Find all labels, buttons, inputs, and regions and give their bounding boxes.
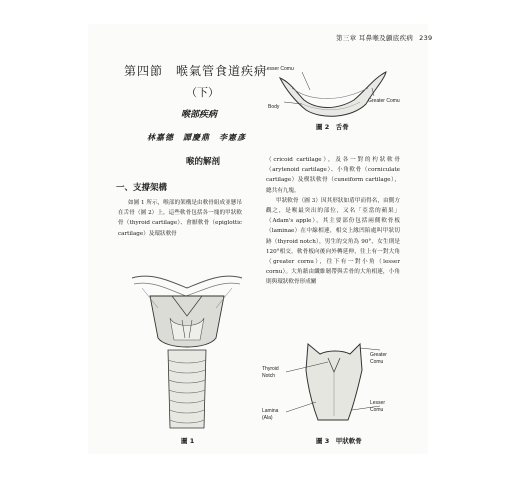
label-greater-cornu: Comu (370, 359, 384, 365)
label-notch: Notch (262, 373, 276, 379)
figure-1-caption: 圖 1 (181, 437, 195, 445)
page-number: 239 (419, 34, 433, 42)
figure-3-caption: 圖 3 甲狀軟骨 (316, 437, 362, 445)
label-thyroid: Thyroid (262, 366, 279, 372)
label-ala: (Ala) (262, 415, 273, 421)
figure-2-caption: 圖 2 舌骨 (316, 123, 349, 131)
right-column-text (266, 155, 400, 288)
label-body: Body (268, 104, 280, 110)
paragraph: （cricoid cartilage），及各一對的杓狀軟骨（arytenoid cartilage）、小角軟骨（corniculate cartilage）及楔狀軟骨（cuneiform cartilage），總共有九塊。 (266, 157, 400, 194)
label-lesser: Lesser (370, 400, 386, 406)
page-header (336, 33, 432, 42)
figure-1-larynx (112, 268, 262, 433)
section-title: 第四節 喉氣管食道疾病 (124, 64, 268, 78)
label-lesser-cornu: Lesser Comu (264, 66, 294, 72)
section-subtitle: （下） (186, 86, 219, 99)
paragraph: 甲狀軟骨（圖 3）因其形狀如盾甲而得名，由側方觀之，是喉最突出的部位，又名「亞當的蘋果」（Adam's apple），其主要部份包括兩側軟骨板（laminae）在中線相連，相交上緣凹陷處叫甲狀切跡（thyroid notch），男生的交角為 90°，女生則是 120°相交。軟骨板向後向外轉延伸，往上有一對大角（greater cornu），往下有一對小角（lesser cornu）。大角藉由纖維韌帶與舌骨的大角相連，小角則與環狀軟骨形成關 (266, 197, 400, 286)
label-lesser-cornu: Comu (370, 407, 384, 413)
topic-heading: 喉部疾病 (181, 110, 218, 120)
authors: 林嘉德 譚慶鼎 李憲彥 (147, 132, 246, 142)
label-lamina: Lamina (262, 408, 279, 414)
support-structure-heading: 一、支撐架構 (116, 183, 168, 193)
label-greater-cornu: Greater Comu (368, 98, 400, 104)
left-column-text (118, 198, 242, 239)
paragraph: 如圖 1 所示，喉部的架構是由軟骨組成並懸吊在舌骨（圖 2）上，這些軟骨包括各一塊的甲狀軟骨（thyroid cartilage）、會厭軟骨（epiglottic cartilage）及環狀軟骨 (118, 200, 242, 237)
anatomy-heading: 喉的解剖 (186, 157, 221, 167)
figure-2-hyoid (262, 60, 412, 130)
label-greater: Greater (370, 352, 387, 358)
figure-3-thyroid-cartilage (262, 340, 412, 430)
chapter-title: 第三章 耳鼻喉及顱底疾病 (336, 34, 414, 42)
